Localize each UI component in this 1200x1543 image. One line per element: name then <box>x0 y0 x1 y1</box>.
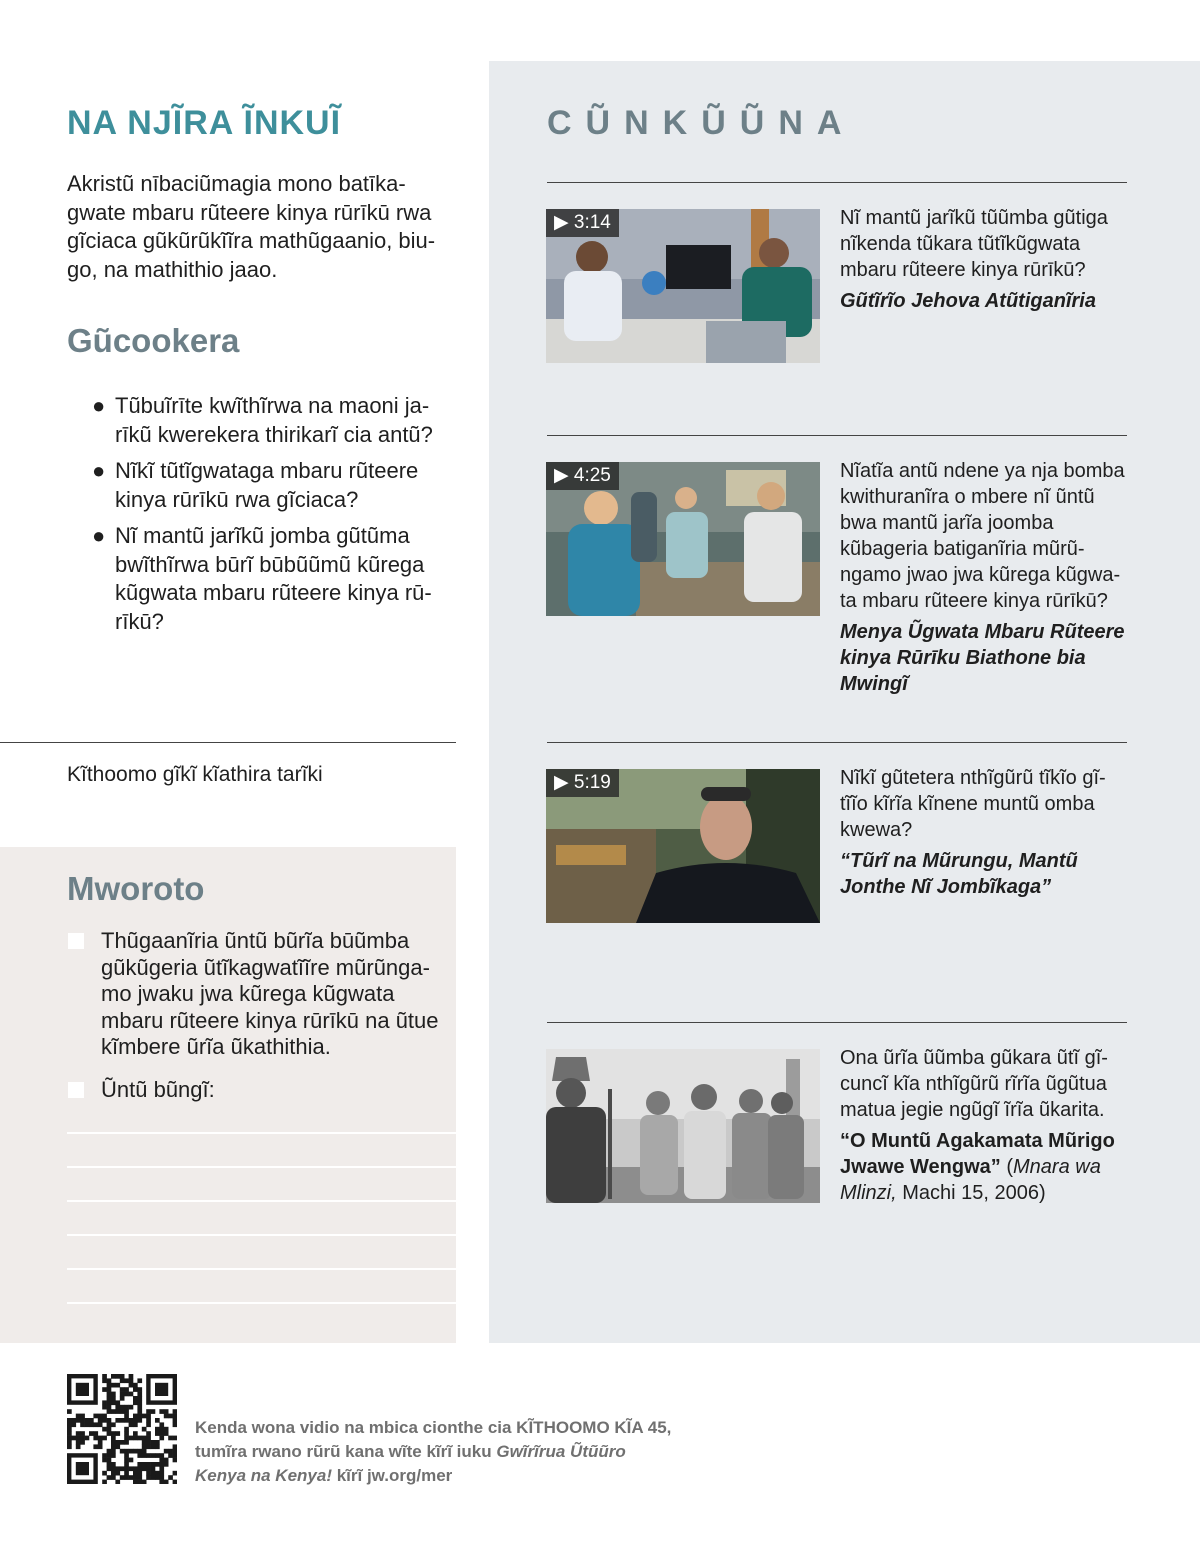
duration-badge: ▶ 4:25 <box>546 462 619 490</box>
footer-line-3 <box>195 1464 715 1488</box>
article-title[interactable]: “O Muntũ Agakamata Mũrigo Jwawe Wengwa” <box>840 1130 1115 1178</box>
article-ref-date: Machi 15, 2006) <box>896 1182 1046 1204</box>
video-question: Nĩ mantũ jarĩkũ tũũmba gũtiga nĩkenda tũkara tũtĩkũgwata mbaru rũteere kinya rūrīkū? <box>840 207 1108 281</box>
article-description <box>840 1045 1125 1206</box>
video-description-2 <box>840 458 1125 697</box>
article-ref-magazine: Mnara wa Mlinzi, <box>840 1156 1101 1204</box>
divider <box>547 1022 1127 1023</box>
article-question: Ona ũrĩa ũũmba gũkara ũtĩ gĩcuncĩ kĩa nthĩgũrũ rĩrĩa ũgũtua matua jegie ngũgĩ ĩrĩa ũkarita. <box>840 1047 1108 1121</box>
footer-text <box>195 1416 715 1488</box>
video-description-3 <box>840 765 1125 900</box>
reflect-heading: Gũcookera <box>67 322 240 359</box>
book-title: Kenya na Kenya! <box>195 1466 332 1485</box>
divider <box>547 742 1127 743</box>
plan-item-text: Ũntũ bũngĩ: <box>101 1077 215 1102</box>
book-title: Gwĩrĩrua Ũtũũro <box>496 1442 626 1461</box>
plan-heading: Mworoto <box>67 870 205 907</box>
footer-line-2 <box>195 1440 715 1464</box>
video-title[interactable]: Gũtĩrĩo Jehova Atũtiganĩria <box>840 290 1096 312</box>
page-title: NA NJĨRA ĨNKUĨ <box>67 104 342 142</box>
write-line[interactable] <box>67 1234 456 1236</box>
video-question: Nĩkĩ gũtetera nthĩgũrũ tĩkĩo gĩtĩĩo kĩrĩa kĩnene muntũ omba kwewa? <box>840 767 1106 841</box>
video-description-1 <box>840 205 1125 314</box>
video-title[interactable]: Menya Ũgwata Mbaru Rũteere kinya Rūrīku Biathone bia Mwingĩ <box>840 621 1125 695</box>
divider <box>0 742 456 743</box>
video-thumbnail-1[interactable] <box>546 209 820 363</box>
video-question: Nĩatĩa antũ ndene ya nja bomba kwithuranĩra o mbere nĩ ũntũ bwa mantũ jarĩa joomba kũbageria batiganĩria mũrũngamo jwao jwa kũrega kũgwata mbaru rũteere kinya rūrīkū? <box>840 460 1125 612</box>
bullet-icon: ● <box>92 393 106 418</box>
next-meeting-label: Kĩthoomo gĩkĩ kĩathira tarĩki <box>67 763 323 786</box>
article-ref-open: ( <box>1000 1156 1014 1178</box>
qr-code[interactable] <box>67 1374 177 1484</box>
plan-item-text: Thũgaanĩria ũntũ bũrĩa būũmba gũkũgeria ũtĩkagwatĩĩre mũrũngamo jwaku jwa kũrega kũgwata mbaru rũteere kinya rūrīkū na ũtue kĩmbere ũrĩa ũkathithia. <box>101 928 439 1059</box>
divider <box>547 435 1127 436</box>
duration-badge: ▶ 5:19 <box>546 769 619 797</box>
review-questions <box>92 392 457 644</box>
divider <box>547 182 1127 183</box>
videos-heading: CŨNKŨŨNA <box>547 104 856 142</box>
list-item <box>92 522 457 636</box>
footer-line-1: Kenda wona vidio na mbica cionthe cia KĨTHOOMO KĨA 45, <box>195 1418 672 1437</box>
duration-badge: ▶ 3:14 <box>546 209 619 237</box>
footer-text-part: tumĩra rwano rũrũ kana wĩte kĩrĩ iuku <box>195 1442 497 1461</box>
intro-text: Akristũ nībaciũmagia mono batīkagwate mbaru rũteere kinya rūrīkū rwa gĩciaca gũkũrũkĩĩra mathũgaanio, biugo, na mathithio jaao. <box>67 171 436 282</box>
question-text: Nĩ mantũ jarĩkũ jomba gũtũma bwĩthĩrwa būrĩ būbũũmũ kũrega kũgwata mbaru rũteere kinya rūrīkū? <box>115 523 432 634</box>
question-text: Nĩkĩ tũtĩgwataga mbaru rũteere kinya rūrīkū rwa gĩciaca? <box>115 458 419 512</box>
list-item <box>92 457 457 514</box>
list-item <box>92 392 457 449</box>
plan-checkbox-1[interactable] <box>68 933 84 949</box>
write-line[interactable] <box>67 1132 456 1134</box>
website-link[interactable]: kĩrĩ jw.org/mer <box>332 1466 453 1485</box>
bullet-icon: ● <box>92 523 106 548</box>
video-thumbnail-2[interactable] <box>546 462 820 616</box>
bullet-icon: ● <box>92 458 106 483</box>
article-citation <box>840 1128 1125 1206</box>
write-line[interactable] <box>67 1268 456 1270</box>
write-line[interactable] <box>67 1166 456 1168</box>
write-line[interactable] <box>67 1302 456 1304</box>
question-text: Tũbuĩrīte kwĩthĩrwa na maoni jarīkũ kwerekera thirikarĩ cia antũ? <box>115 393 433 447</box>
write-line[interactable] <box>67 1200 456 1202</box>
plan-checkbox-2[interactable] <box>68 1082 84 1098</box>
biblical-scene-image <box>546 1049 820 1203</box>
article-illustration[interactable] <box>546 1049 820 1203</box>
video-title[interactable]: “Tũrĩ na Mũrungu, Mantũ Jonthe Nĩ Jombĩkaga” <box>840 850 1078 898</box>
video-thumbnail-3[interactable] <box>546 769 820 923</box>
qr-code-image <box>67 1374 177 1484</box>
